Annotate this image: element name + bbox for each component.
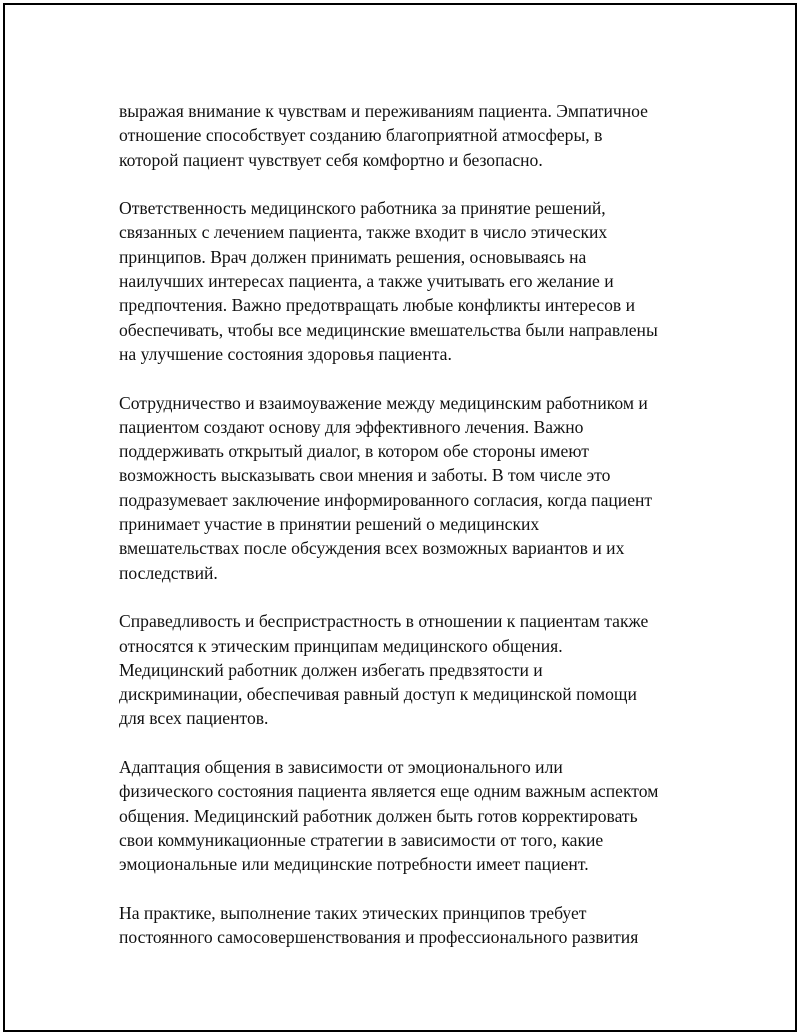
text-line: связанных с лечением пациента, также входит в число этических [119,222,608,243]
text-line: физического состояния пациента является еще одним важным аспектом [119,781,659,802]
text-line: которой пациент чувствует себя комфортно и безопасно. [119,149,543,170]
text-line: эмоциональные или медицинские потребности имеет пациент. [119,854,589,875]
text-line: принципов. Врач должен принимать решения, основываясь на [119,246,587,267]
paragraph-justice [119,609,699,730]
text-line: относятся к этическим принципам медицинского общения. [119,635,563,656]
text-line: выражая внимание к чувствам и переживаниям пациента. Эмпатичное [119,101,648,121]
text-line: постоянного самосовершенствования и профессионального развития [119,927,639,948]
text-line: общения. Медицинский работник должен быть готов корректировать [119,805,638,826]
text-line: возможность высказывать свои мнения и заботы. В том числе это [119,465,611,486]
paragraph-cooperation [119,391,699,585]
text-line: Справедливость и беспристрастность в отношении к пациентам также [119,611,649,632]
text-line: наилучших интересах пациента, а также учитывать его желание и [119,271,614,292]
text-line: подразумевает заключение информированного согласия, когда пациент [119,489,653,510]
text-line: вмешательствах после обсуждения всех возможных вариантов и их [119,538,625,559]
text-line: Сотрудничество и взаимоуважение между медицинским работником и [119,392,648,413]
text-line: пациентом создают основу для эффективного лечения. Важно [119,416,584,437]
text-line: Медицинский работник должен избегать предвзятости и [119,659,543,680]
paragraph-practice [119,901,699,950]
text-line: принимает участие в принятии решений о медицинских [119,514,540,535]
document-body [119,99,699,974]
text-line: На практике, выполнение таких этических принципов требует [119,902,587,923]
text-line: Адаптация общения в зависимости от эмоционального или [119,757,563,778]
text-line: предпочтения. Важно предотвращать любые конфликты интересов и [119,295,636,316]
text-line: обеспечивать, чтобы все медицинские вмешательства были направлены [119,319,658,340]
paragraph-responsibility [119,196,699,366]
paragraph-adaptation [119,755,699,876]
text-line: дискриминации, обеспечивая равный доступ к медицинской помощи [119,684,637,705]
text-line: последствий. [119,562,218,583]
text-line: поддерживать открытый диалог, в котором обе стороны имеют [119,441,589,462]
paragraph-empathy [119,99,699,172]
text-line: Ответственность медицинского работника за принятие решений, [119,198,606,219]
document-page [3,3,797,1032]
text-line: на улучшение состояния здоровья пациента. [119,343,452,364]
text-line: свои коммуникационные стратегии в зависимости от того, какие [119,829,604,850]
text-line: для всех пациентов. [119,708,269,729]
text-line: отношение способствует созданию благоприятной атмосферы, в [119,125,603,146]
